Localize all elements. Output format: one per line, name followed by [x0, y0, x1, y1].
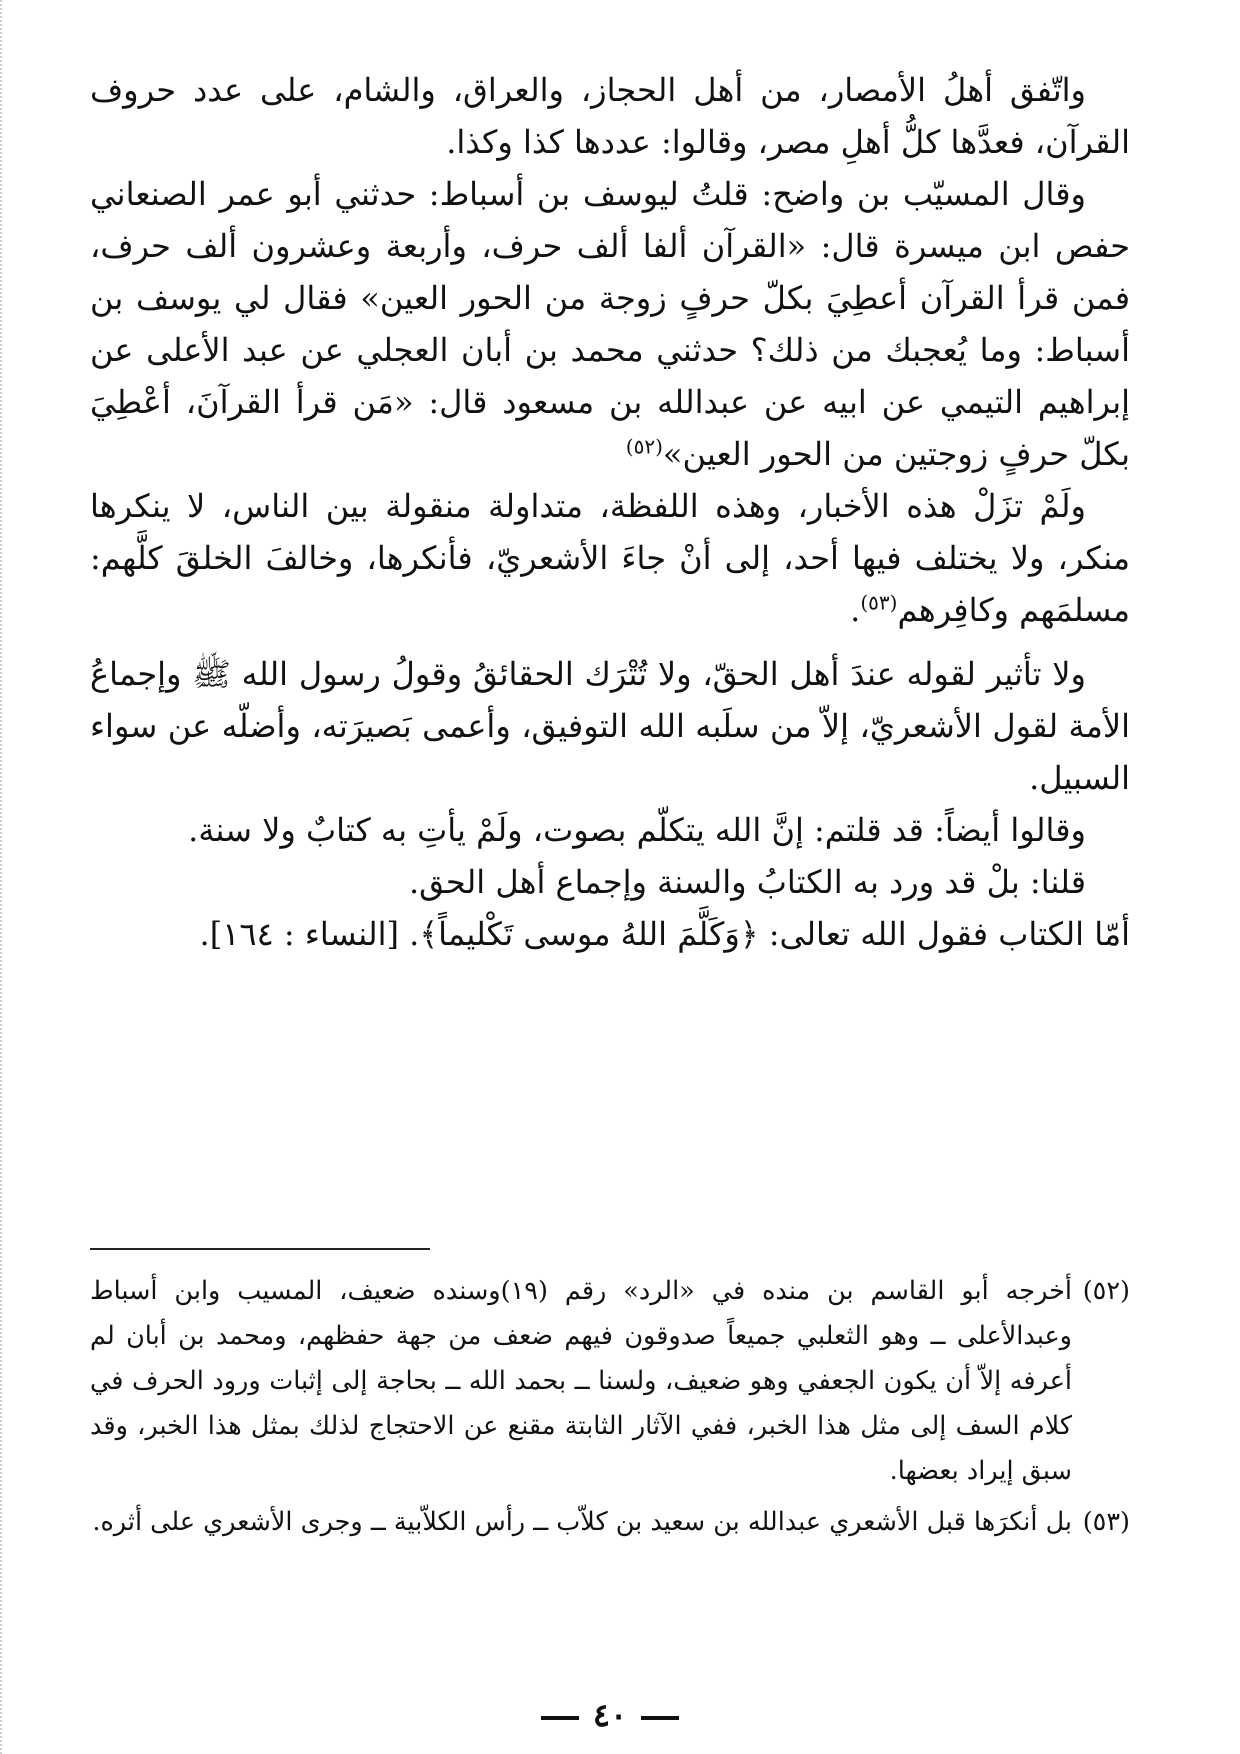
paragraph-6: [90, 856, 1130, 908]
book-page: [90, 64, 1131, 1734]
footnote-number: (٥٢): [1082, 1276, 1130, 1306]
footnote-52: [90, 1269, 1130, 1494]
paragraph-6-text: قلنا: بلْ قد ورد به الكتابُ والسنة وإجماع أهل الحق.: [409, 863, 1086, 901]
page-number: [90, 1696, 1130, 1734]
paragraph-1: [90, 64, 1130, 168]
paragraph-5: [90, 804, 1130, 856]
paragraph-3-text: ولَمْ تزَلْ هذه الأخبار، وهذه اللفظة، متداولة منقولة بين الناس، لا ينكرها منكر، ولا يختلف فيها أحد، إلى أنْ جاءَ الأشعريّ، فأنكرها، وخالفَ الخلقَ كلَّهم: مسلمَهم وكافِرهم: [90, 487, 1130, 629]
footnote-ref-53[interactable]: (٥٣): [860, 590, 898, 615]
page-number-dash-right: [641, 1716, 679, 1720]
paragraph-3-period: .: [850, 591, 861, 629]
paragraph-5-text: وقالوا أيضاً: قد قلتم: إنَّ الله يتكلّم بصوت، ولَمْ يأتِ به كتابٌ ولا سنة.: [188, 811, 1086, 849]
paragraph-7: [90, 908, 1130, 960]
scan-edge: [0, 0, 8, 1754]
paragraph-3: [90, 480, 1130, 636]
main-text: [90, 64, 1130, 960]
footnotes: [90, 1269, 1130, 1551]
paragraph-4-text: ولا تأثير لقوله عندَ أهل الحقّ، ولا تُتْرَك الحقائقُ وقولُ رسول الله ﷺ وإجماعُ الأمة لقول الأشعريّ، إلاّ من سلَبه الله التوفيق، وأعمى بَصيرَته، وأضلّه عن سواء السبيل.: [90, 655, 1130, 797]
footnote-text: أخرجه أبو القاسم بن منده في «الرد» رقم (١٩)وسنده ضعيف، المسيب وابن أسباط وعبدالأعلى ــ وهو الثعلبي جميعاً صدوقون فيهم ضعف من جهة حفظهم، ومحمد بن أبان لم أعرفه إلاّ أن يكون الجعفي وهو ضعيف، ولسنا ــ بحمد الله ــ بحاجة إلى إثبات ورود الحرف في كلام السف إلى مثل هذا الخبر، ففي الآثار الثابتة مقنع عن الاحتجاج لذلك بمثل هذا الخبر، وقد سبق إيراد بعضها.: [90, 1276, 1072, 1486]
footnote-divider: [90, 1248, 430, 1250]
footnote-text: بل أنكرَها قبل الأشعري عبدالله بن سعيد بن كلاّب ــ رأس الكلاّبية ــ وجرى الأشعري على أثره.: [92, 1507, 1072, 1537]
paragraph-7-text: أمّا الكتاب فقول الله تعالى: ﴿وَكَلَّمَ اللهُ موسى تَكْليماً﴾. [النساء : ١٦٤].: [199, 915, 1130, 953]
paragraph-1-text: واتّفق أهلُ الأمصار، من أهل الحجاز، والعراق، والشام، على عدد حروف القرآن، فعدَّها كلُّ أهلِ مصر، وقالوا: عددها كذا وكذا.: [90, 71, 1130, 161]
page-number-dash-left: [541, 1716, 579, 1720]
footnote-ref-52[interactable]: (٥٢): [625, 434, 663, 459]
paragraph-2: [90, 168, 1130, 480]
footnote-number: (٥٣): [1082, 1507, 1130, 1537]
page-number-value: ٤٠: [592, 1696, 628, 1734]
paragraph-4: [90, 648, 1130, 804]
footnote-53: [90, 1500, 1130, 1545]
paragraph-2-text: وقال المسيّب بن واضح: قلتُ ليوسف بن أسباط: حدثني أبو عمر الصنعاني حفص ابن ميسرة قال: «القرآن ألفا ألف حرف، وأربعة وعشرون ألف حرف، فمن قرأ القرآن أعطِيَ بكلّ حرفٍ زوجة من الحور العين» فقال لي يوسف بن أسباط: وما يُعجبك من ذلك؟ حدثني محمد بن أبان العجلي عن عبد الأعلى عن إبراهيم التيمي عن ابيه عن عبدالله بن مسعود قال: «مَن قرأ القرآنَ، أعْطِيَ بكلّ حرفٍ زوجتين من الحور العين»: [90, 175, 1131, 473]
